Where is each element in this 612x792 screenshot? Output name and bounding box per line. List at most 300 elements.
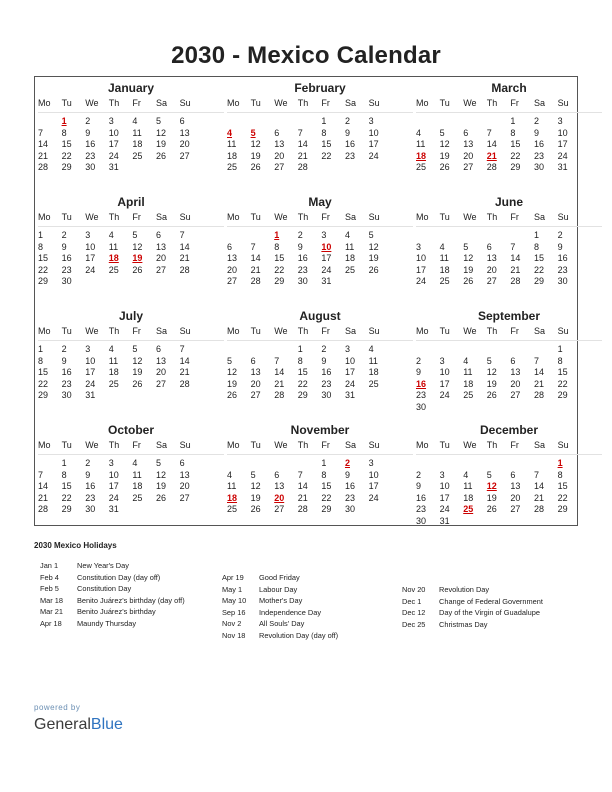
holidays-title: 2030 Mexico Holidays: [34, 541, 117, 550]
holiday-date: Nov 2: [222, 619, 242, 629]
day-cell: 28: [297, 504, 308, 515]
day-grid: [38, 116, 224, 174]
day-cell: 22: [510, 150, 521, 161]
day-cell: 3: [439, 355, 445, 366]
day-cell: 7: [297, 127, 303, 138]
weekday-label: Tu: [61, 440, 72, 450]
day-cell: 18: [132, 481, 143, 492]
day-cell: 30: [321, 390, 332, 401]
day-cell: 7: [38, 469, 44, 480]
day-cell: 30: [61, 276, 72, 287]
day-cell: 22: [38, 378, 49, 389]
weekday-label: Tu: [250, 98, 261, 108]
day-cell: 15: [38, 253, 49, 264]
day-cell: 4: [463, 355, 469, 366]
brand-general: General: [34, 716, 91, 733]
month-name: June: [494, 195, 523, 209]
holiday-date: Jan 1: [40, 561, 59, 570]
day-cell: 25: [108, 378, 119, 389]
weekday-label: Sa: [533, 440, 545, 450]
day-cell: 12: [250, 139, 261, 150]
holiday-day: 2: [344, 458, 350, 468]
holiday-day: 12: [486, 481, 497, 492]
holiday-row: [402, 619, 543, 631]
day-cell: 11: [416, 139, 426, 150]
holiday-row: [222, 607, 338, 619]
day-cell: 15: [297, 367, 308, 378]
day-cell: 6: [179, 458, 185, 468]
day-cell: 27: [274, 162, 285, 173]
day-cell: 2: [416, 355, 422, 366]
weekday-label: Su: [368, 212, 380, 222]
weekday-label: Th: [297, 212, 309, 222]
day-cell: 9: [533, 127, 539, 138]
day-cell: 13: [250, 367, 261, 378]
page-title: 2030 - Mexico Calendar: [171, 42, 441, 69]
day-cell: 21: [533, 492, 544, 503]
weekday-label: Fr: [132, 326, 141, 336]
weekday-label: Tu: [250, 212, 261, 222]
day-cell: 26: [250, 162, 261, 173]
day-cell: 23: [85, 492, 96, 503]
holiday-name: Constitution Day (day off): [77, 572, 161, 582]
weekday-header: [38, 439, 224, 455]
empty-cell: [274, 344, 298, 356]
day-cell: 29: [61, 504, 72, 515]
weekday-label: Mo: [227, 440, 240, 450]
day-grid: [38, 230, 224, 288]
day-cell: 15: [557, 367, 568, 378]
day-cell: 4: [108, 230, 114, 240]
day-cell: 7: [179, 230, 185, 240]
holiday-name: Maundy Thursday: [77, 618, 137, 628]
day-cell: 8: [557, 469, 563, 480]
day-cell: 16: [297, 253, 308, 264]
weekday-label: Tu: [439, 440, 450, 450]
weekday-label: Mo: [38, 440, 51, 450]
day-cell: 20: [510, 492, 521, 503]
day-cell: 17: [85, 253, 96, 264]
holiday-date: Apr 19: [222, 573, 244, 582]
day-cell: 16: [344, 139, 355, 150]
day-cell: 22: [321, 492, 332, 503]
day-cell: 10: [108, 127, 119, 138]
month-march: [416, 81, 602, 174]
day-cell: 20: [274, 150, 285, 161]
holiday-row: [222, 630, 338, 642]
day-grid: [227, 230, 413, 288]
day-cell: 12: [132, 241, 143, 252]
holiday-date: Feb 4: [40, 572, 59, 582]
day-cell: 2: [297, 230, 303, 240]
day-cell: 29: [38, 276, 49, 287]
day-cell: 25: [227, 504, 238, 515]
holiday-date: Mar 18: [40, 595, 64, 605]
holiday-day: 18: [108, 253, 119, 264]
holiday-row: [222, 595, 338, 607]
day-cell: 16: [416, 492, 427, 503]
day-cell: 26: [155, 150, 166, 161]
weekday-label: Th: [108, 98, 120, 108]
weekday-label: Th: [486, 440, 498, 450]
day-cell: 15: [61, 139, 72, 150]
day-cell: 17: [344, 367, 355, 378]
weekday-label: We: [274, 212, 288, 222]
day-cell: 27: [274, 504, 285, 515]
weekday-label: Th: [108, 212, 120, 222]
holiday-column: [222, 572, 338, 642]
month-name: November: [290, 423, 350, 437]
day-cell: 16: [61, 253, 72, 264]
day-grid: [227, 458, 413, 516]
day-cell: 25: [344, 264, 355, 275]
day-cell: 27: [510, 504, 521, 515]
weekday-label: Su: [179, 326, 191, 336]
weekday-label: Fr: [321, 326, 330, 336]
day-cell: 25: [132, 150, 143, 161]
day-cell: 3: [344, 344, 350, 354]
empty-cell: [251, 344, 275, 356]
weekday-label: Fr: [132, 98, 141, 108]
day-cell: 11: [439, 253, 449, 264]
day-cell: 9: [61, 241, 67, 252]
weekday-label: We: [85, 326, 99, 336]
month-november: [227, 423, 413, 516]
day-cell: 13: [155, 355, 166, 366]
day-cell: 6: [227, 241, 233, 252]
month-name: August: [299, 309, 341, 323]
holiday-row: [222, 572, 338, 584]
day-cell: 25: [132, 492, 143, 503]
day-cell: 16: [85, 481, 96, 492]
holiday-row: [222, 618, 338, 630]
weekday-label: Th: [297, 98, 309, 108]
day-cell: 23: [344, 492, 355, 503]
day-cell: 16: [533, 139, 544, 150]
day-cell: 5: [132, 230, 138, 240]
weekday-label: Su: [557, 212, 569, 222]
day-cell: 6: [510, 355, 516, 366]
day-cell: 5: [227, 355, 233, 366]
weekday-label: Th: [108, 326, 120, 336]
day-cell: 28: [179, 264, 190, 275]
day-cell: 10: [85, 355, 96, 366]
month-october: [38, 423, 224, 516]
empty-cell: [274, 116, 298, 128]
weekday-label: Su: [368, 326, 380, 336]
day-cell: 20: [250, 378, 261, 389]
day-cell: 29: [38, 390, 49, 401]
day-cell: 15: [38, 367, 49, 378]
month-name: December: [479, 423, 539, 437]
day-cell: 10: [344, 355, 355, 366]
day-cell: 3: [108, 458, 114, 468]
day-cell: 13: [155, 241, 166, 252]
day-cell: 6: [463, 127, 469, 138]
weekday-label: Th: [486, 326, 498, 336]
holiday-name: Benito Juárez's birthday (day off): [77, 595, 185, 605]
day-cell: 4: [132, 116, 138, 126]
month-june: [416, 195, 602, 288]
day-cell: 9: [321, 355, 327, 366]
day-cell: 2: [557, 230, 563, 240]
day-cell: 21: [250, 264, 261, 275]
generalblue-logo[interactable]: [34, 716, 123, 734]
day-cell: 17: [439, 378, 450, 389]
weekday-label: Sa: [344, 212, 356, 222]
day-cell: 1: [321, 458, 327, 468]
day-cell: 19: [250, 492, 261, 503]
day-cell: 8: [533, 241, 539, 252]
weekday-label: Tu: [61, 326, 72, 336]
day-cell: 8: [321, 127, 327, 138]
day-cell: 3: [321, 230, 327, 240]
day-cell: 6: [510, 469, 516, 480]
day-cell: 27: [227, 276, 238, 287]
holiday-row: [222, 584, 338, 596]
weekday-label: Su: [179, 98, 191, 108]
weekday-header: [416, 439, 602, 455]
day-cell: 22: [61, 492, 72, 503]
day-cell: 1: [533, 230, 539, 240]
weekday-label: Tu: [250, 440, 261, 450]
day-cell: 1: [61, 458, 67, 468]
day-cell: 15: [557, 481, 568, 492]
day-cell: 2: [344, 116, 350, 126]
day-cell: 1: [321, 116, 327, 126]
holiday-date: Dec 25: [402, 619, 426, 629]
empty-cell: [487, 458, 511, 470]
empty-cell: [440, 344, 464, 356]
day-cell: 31: [439, 515, 450, 526]
day-cell: 8: [61, 469, 67, 480]
empty-cell: [534, 458, 558, 470]
day-cell: 20: [463, 150, 474, 161]
day-cell: 26: [132, 264, 143, 275]
empty-cell: [274, 458, 298, 470]
weekday-label: We: [463, 326, 477, 336]
holiday-date: Dec 12: [402, 608, 426, 618]
day-cell: 11: [463, 481, 473, 492]
day-cell: 4: [368, 344, 374, 354]
day-cell: 28: [533, 504, 544, 515]
day-cell: 13: [463, 139, 474, 150]
weekday-label: We: [274, 326, 288, 336]
day-cell: 10: [557, 127, 568, 138]
day-cell: 27: [486, 276, 497, 287]
empty-cell: [227, 344, 251, 356]
month-september: [416, 309, 602, 414]
day-grid: [416, 344, 602, 414]
day-cell: 2: [533, 116, 539, 126]
empty-cell: [440, 458, 464, 470]
holiday-day: 25: [463, 504, 474, 515]
empty-cell: [298, 116, 322, 128]
month-name: April: [117, 195, 145, 209]
month-january: [38, 81, 224, 174]
day-cell: 8: [61, 127, 67, 138]
day-cell: 8: [38, 241, 44, 252]
day-cell: 11: [108, 241, 119, 252]
day-grid: [227, 344, 413, 402]
day-cell: 29: [274, 276, 285, 287]
weekday-label: Fr: [510, 326, 519, 336]
day-cell: 9: [344, 469, 350, 480]
day-cell: 23: [297, 264, 308, 275]
empty-cell: [487, 344, 511, 356]
empty-cell: [510, 458, 534, 470]
day-cell: 12: [155, 469, 166, 480]
day-cell: 11: [227, 481, 237, 492]
day-cell: 7: [297, 469, 303, 480]
empty-cell: [487, 230, 511, 242]
day-cell: 27: [510, 390, 521, 401]
holiday-row: [40, 595, 185, 607]
empty-cell: [463, 458, 487, 470]
weekday-label: Fr: [132, 212, 141, 222]
holiday-column: [40, 560, 185, 630]
weekday-label: Su: [368, 440, 380, 450]
day-cell: 3: [85, 230, 91, 240]
day-cell: 25: [463, 390, 474, 401]
day-cell: 24: [321, 264, 332, 275]
day-cell: 22: [297, 378, 308, 389]
holiday-column: [402, 584, 543, 630]
holiday-day: 10: [321, 241, 332, 252]
weekday-label: Su: [179, 440, 191, 450]
day-cell: 21: [510, 264, 521, 275]
weekday-header: [38, 211, 224, 227]
day-cell: 27: [179, 150, 190, 161]
day-cell: 5: [439, 127, 445, 138]
empty-cell: [227, 230, 251, 242]
day-cell: 17: [321, 253, 332, 264]
day-cell: 2: [85, 458, 91, 468]
month-december: [416, 423, 602, 528]
day-cell: 19: [155, 139, 166, 150]
empty-cell: [463, 230, 487, 242]
day-cell: 7: [274, 355, 280, 366]
weekday-label: Mo: [227, 326, 240, 336]
day-cell: 5: [155, 116, 161, 126]
day-cell: 3: [368, 116, 374, 126]
empty-cell: [440, 116, 464, 128]
day-cell: 14: [533, 481, 544, 492]
day-cell: 7: [250, 241, 256, 252]
empty-cell: [416, 116, 440, 128]
day-cell: 6: [155, 230, 161, 240]
day-cell: 10: [439, 367, 450, 378]
weekday-label: We: [463, 440, 477, 450]
day-cell: 24: [439, 390, 450, 401]
weekday-label: Th: [108, 440, 120, 450]
day-cell: 5: [155, 458, 161, 468]
day-cell: 25: [368, 378, 379, 389]
day-cell: 5: [463, 241, 469, 252]
day-cell: 23: [416, 504, 427, 515]
weekday-label: Tu: [439, 98, 450, 108]
day-cell: 23: [344, 150, 355, 161]
day-cell: 22: [557, 378, 568, 389]
day-cell: 30: [85, 162, 96, 173]
day-cell: 16: [61, 367, 72, 378]
day-cell: 21: [179, 367, 190, 378]
day-cell: 29: [533, 276, 544, 287]
day-cell: 7: [533, 469, 539, 480]
weekday-label: We: [274, 440, 288, 450]
day-cell: 6: [274, 469, 280, 480]
holiday-date: Sep 16: [222, 607, 246, 617]
day-cell: 29: [510, 162, 521, 173]
day-cell: 8: [510, 127, 516, 138]
day-cell: 15: [533, 253, 544, 264]
day-cell: 4: [416, 127, 422, 138]
day-cell: 12: [250, 481, 261, 492]
weekday-label: Tu: [439, 326, 450, 336]
day-cell: 1: [557, 344, 563, 354]
day-cell: 21: [38, 492, 49, 503]
holiday-name: Christmas Day: [439, 619, 488, 629]
day-cell: 13: [179, 469, 190, 480]
day-cell: 13: [274, 139, 285, 150]
day-cell: 3: [368, 458, 374, 468]
holiday-date: Nov 20: [402, 585, 426, 594]
day-cell: 8: [38, 355, 44, 366]
day-cell: 22: [274, 264, 285, 275]
day-cell: 24: [108, 492, 119, 503]
day-cell: 7: [38, 127, 44, 138]
weekday-label: Tu: [250, 326, 261, 336]
holiday-name: Revolution Day: [439, 585, 490, 594]
weekday-label: Su: [368, 98, 380, 108]
holiday-day: 18: [227, 492, 238, 503]
day-cell: 31: [344, 390, 355, 401]
day-cell: 13: [227, 253, 238, 264]
holiday-name: Labour Day: [259, 584, 298, 594]
day-cell: 1: [510, 116, 516, 126]
day-cell: 11: [132, 469, 142, 480]
day-grid: [416, 116, 602, 174]
holiday-day: 19: [132, 253, 143, 264]
empty-cell: [227, 458, 251, 470]
day-cell: 27: [155, 264, 166, 275]
holiday-day: 20: [274, 492, 285, 503]
day-cell: 13: [510, 367, 521, 378]
weekday-label: Tu: [439, 212, 450, 222]
day-cell: 28: [250, 276, 261, 287]
day-cell: 26: [368, 264, 379, 275]
day-cell: 16: [321, 367, 332, 378]
month-name: July: [118, 309, 143, 323]
holiday-date: Nov 18: [222, 630, 246, 640]
weekday-header: [227, 97, 413, 113]
day-cell: 2: [416, 469, 422, 480]
day-cell: 4: [108, 344, 114, 354]
day-cell: 14: [510, 253, 521, 264]
day-cell: 17: [108, 481, 119, 492]
day-cell: 6: [486, 241, 492, 252]
weekday-label: Fr: [510, 212, 519, 222]
calendar-grid: [34, 76, 578, 526]
day-cell: 6: [179, 116, 185, 126]
month-july: [38, 309, 224, 402]
day-cell: 23: [416, 390, 427, 401]
day-cell: 21: [38, 150, 49, 161]
day-cell: 22: [38, 264, 49, 275]
day-cell: 31: [108, 504, 119, 515]
day-cell: 27: [463, 162, 474, 173]
day-cell: 26: [439, 162, 450, 173]
